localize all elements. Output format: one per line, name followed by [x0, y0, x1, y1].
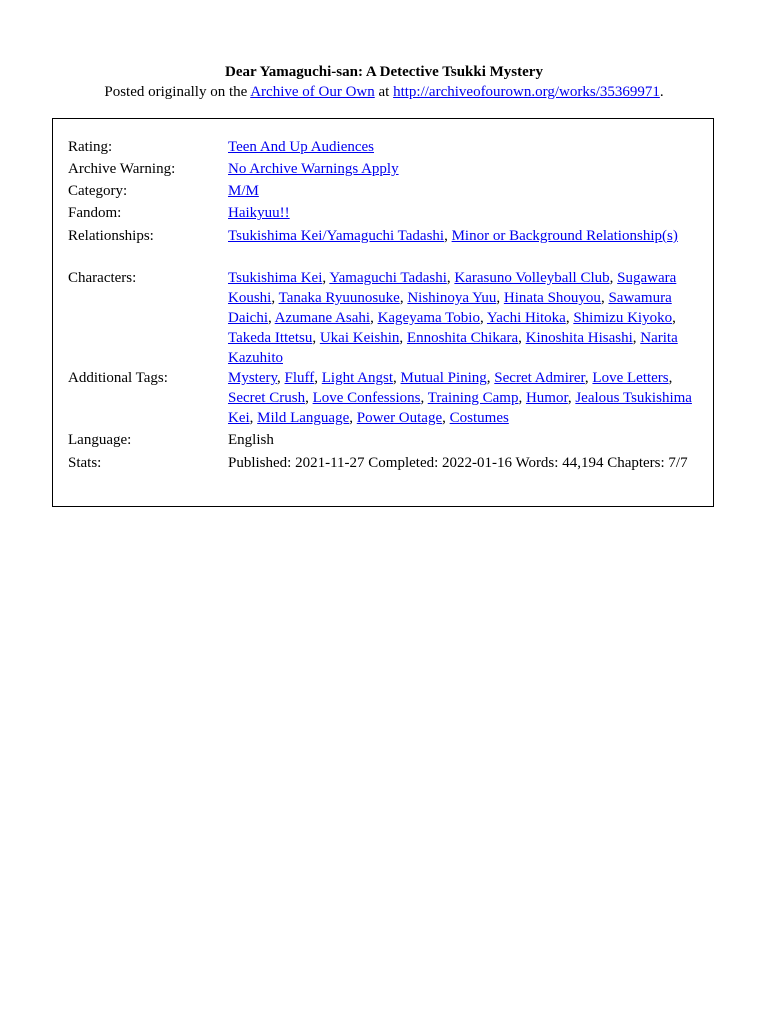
tag-link[interactable]: M/M	[228, 183, 259, 199]
tag-link[interactable]: Kageyama Tobio	[377, 310, 480, 326]
posted-line	[0, 82, 768, 102]
posted-suffix: .	[659, 84, 664, 100]
rating-value	[228, 137, 704, 157]
tag-link[interactable]: Mystery	[228, 370, 278, 386]
category-label: Category:	[68, 183, 128, 199]
archive-link[interactable]: Archive of Our Own	[250, 84, 375, 100]
characters-label: Characters:	[68, 270, 137, 286]
work-url-link[interactable]: http://archiveofourown.org/works/35369971	[393, 84, 660, 100]
tag-link[interactable]: Fluff	[284, 370, 315, 386]
tags-value: Mystery, Fluff, Light Angst, Mutual Pining, Secret Admirer, Love Letters, Secret Crush, Love Confessions, Training Camp, Humor, Jealous Tsukishima Kei, Mild Language, Power Outage, Costumes	[228, 370, 692, 426]
tag-link[interactable]: Shimizu Kiyoko	[573, 310, 673, 326]
language-label: Language:	[68, 432, 132, 448]
warning-label: Archive Warning:	[68, 161, 176, 177]
work-metadata-box	[52, 118, 714, 507]
tag-link[interactable]: Narita Kazuhito	[228, 330, 678, 366]
posted-middle: at	[374, 84, 394, 100]
tag-link[interactable]: Yamaguchi Tadashi	[329, 270, 447, 286]
stats-value: Published: 2021-11-27 Completed: 2022-01-16 Words: 44,194 Chapters: 7/7	[228, 455, 688, 471]
tag-link[interactable]: Tsukishima Kei	[228, 270, 323, 286]
tag-link[interactable]: Minor or Background Relationship(s)	[451, 228, 678, 244]
fandom-label: Fandom:	[68, 205, 122, 221]
warning-value	[228, 159, 704, 179]
tag-link[interactable]: Haikyuu!!	[228, 205, 290, 221]
characters-value: Tsukishima Kei, Yamaguchi Tadashi, Karasuno Volleyball Club, Sugawara Koushi, Tanaka Ryuunosuke, Nishinoya Yuu, Hinata Shouyou, Sawamura Daichi, Azumane Asahi, Kageyama Tobio, Yachi Hitoka, Shimizu Kiyoko, Takeda Ittetsu, Ukai Keishin, Ennoshita Chikara, Kinoshita Hisashi, Narita Kazuhito	[228, 270, 678, 366]
tag-link[interactable]: Power Outage	[356, 410, 443, 426]
relationships-label: Relationships:	[68, 228, 154, 244]
fandom-value	[228, 203, 704, 223]
tag-link[interactable]: Nishinoya Yuu	[407, 290, 497, 306]
tag-link[interactable]: Costumes	[449, 410, 509, 426]
rating-label: Rating:	[68, 139, 113, 155]
tag-link[interactable]: Mild Language	[257, 410, 350, 426]
tag-link[interactable]: Tanaka Ryuunosuke	[278, 290, 400, 306]
tag-link[interactable]: No Archive Warnings Apply	[228, 161, 399, 177]
category-value	[228, 181, 704, 201]
tag-link[interactable]: Jealous Tsukishima Kei	[228, 390, 692, 426]
relationships-value: Tsukishima Kei/Yamaguchi Tadashi, Minor or Background Relationship(s)	[228, 228, 678, 244]
tag-link[interactable]: Teen And Up Audiences	[228, 139, 375, 155]
work-title: Dear Yamaguchi-san: A Detective Tsukki Mystery	[225, 64, 543, 80]
document-header	[0, 62, 768, 102]
tag-link[interactable]: Training Camp	[427, 390, 519, 406]
tag-link[interactable]: Sawamura Daichi	[228, 290, 672, 326]
tag-link[interactable]: Yachi Hitoka	[486, 310, 566, 326]
tag-link[interactable]: Ennoshita Chikara	[406, 330, 519, 346]
tag-link[interactable]: Karasuno Volleyball Club	[454, 270, 610, 286]
tag-link[interactable]: Love Confessions	[312, 390, 421, 406]
tag-link[interactable]: Love Letters	[592, 370, 669, 386]
stats-label: Stats:	[68, 455, 102, 471]
tag-link[interactable]: Light Angst	[321, 370, 394, 386]
tag-link[interactable]: Secret Admirer	[494, 370, 585, 386]
tag-link[interactable]: Azumane Asahi	[274, 310, 371, 326]
posted-prefix: Posted originally on the	[104, 84, 251, 100]
tag-link[interactable]: Takeda Ittetsu	[228, 330, 313, 346]
language-value: English	[228, 432, 274, 448]
tag-link[interactable]: Secret Crush	[228, 390, 306, 406]
tag-link[interactable]: Humor	[525, 390, 568, 406]
tag-link[interactable]: Sugawara Koushi	[228, 270, 677, 306]
tag-link[interactable]: Tsukishima Kei/Yamaguchi Tadashi	[228, 228, 445, 244]
tags-label: Additional Tags:	[68, 370, 168, 386]
tag-link[interactable]: Mutual Pining	[400, 370, 487, 386]
tag-link[interactable]: Hinata Shouyou	[503, 290, 601, 306]
tag-link[interactable]: Ukai Keishin	[319, 330, 400, 346]
tag-link[interactable]: Kinoshita Hisashi	[525, 330, 633, 346]
